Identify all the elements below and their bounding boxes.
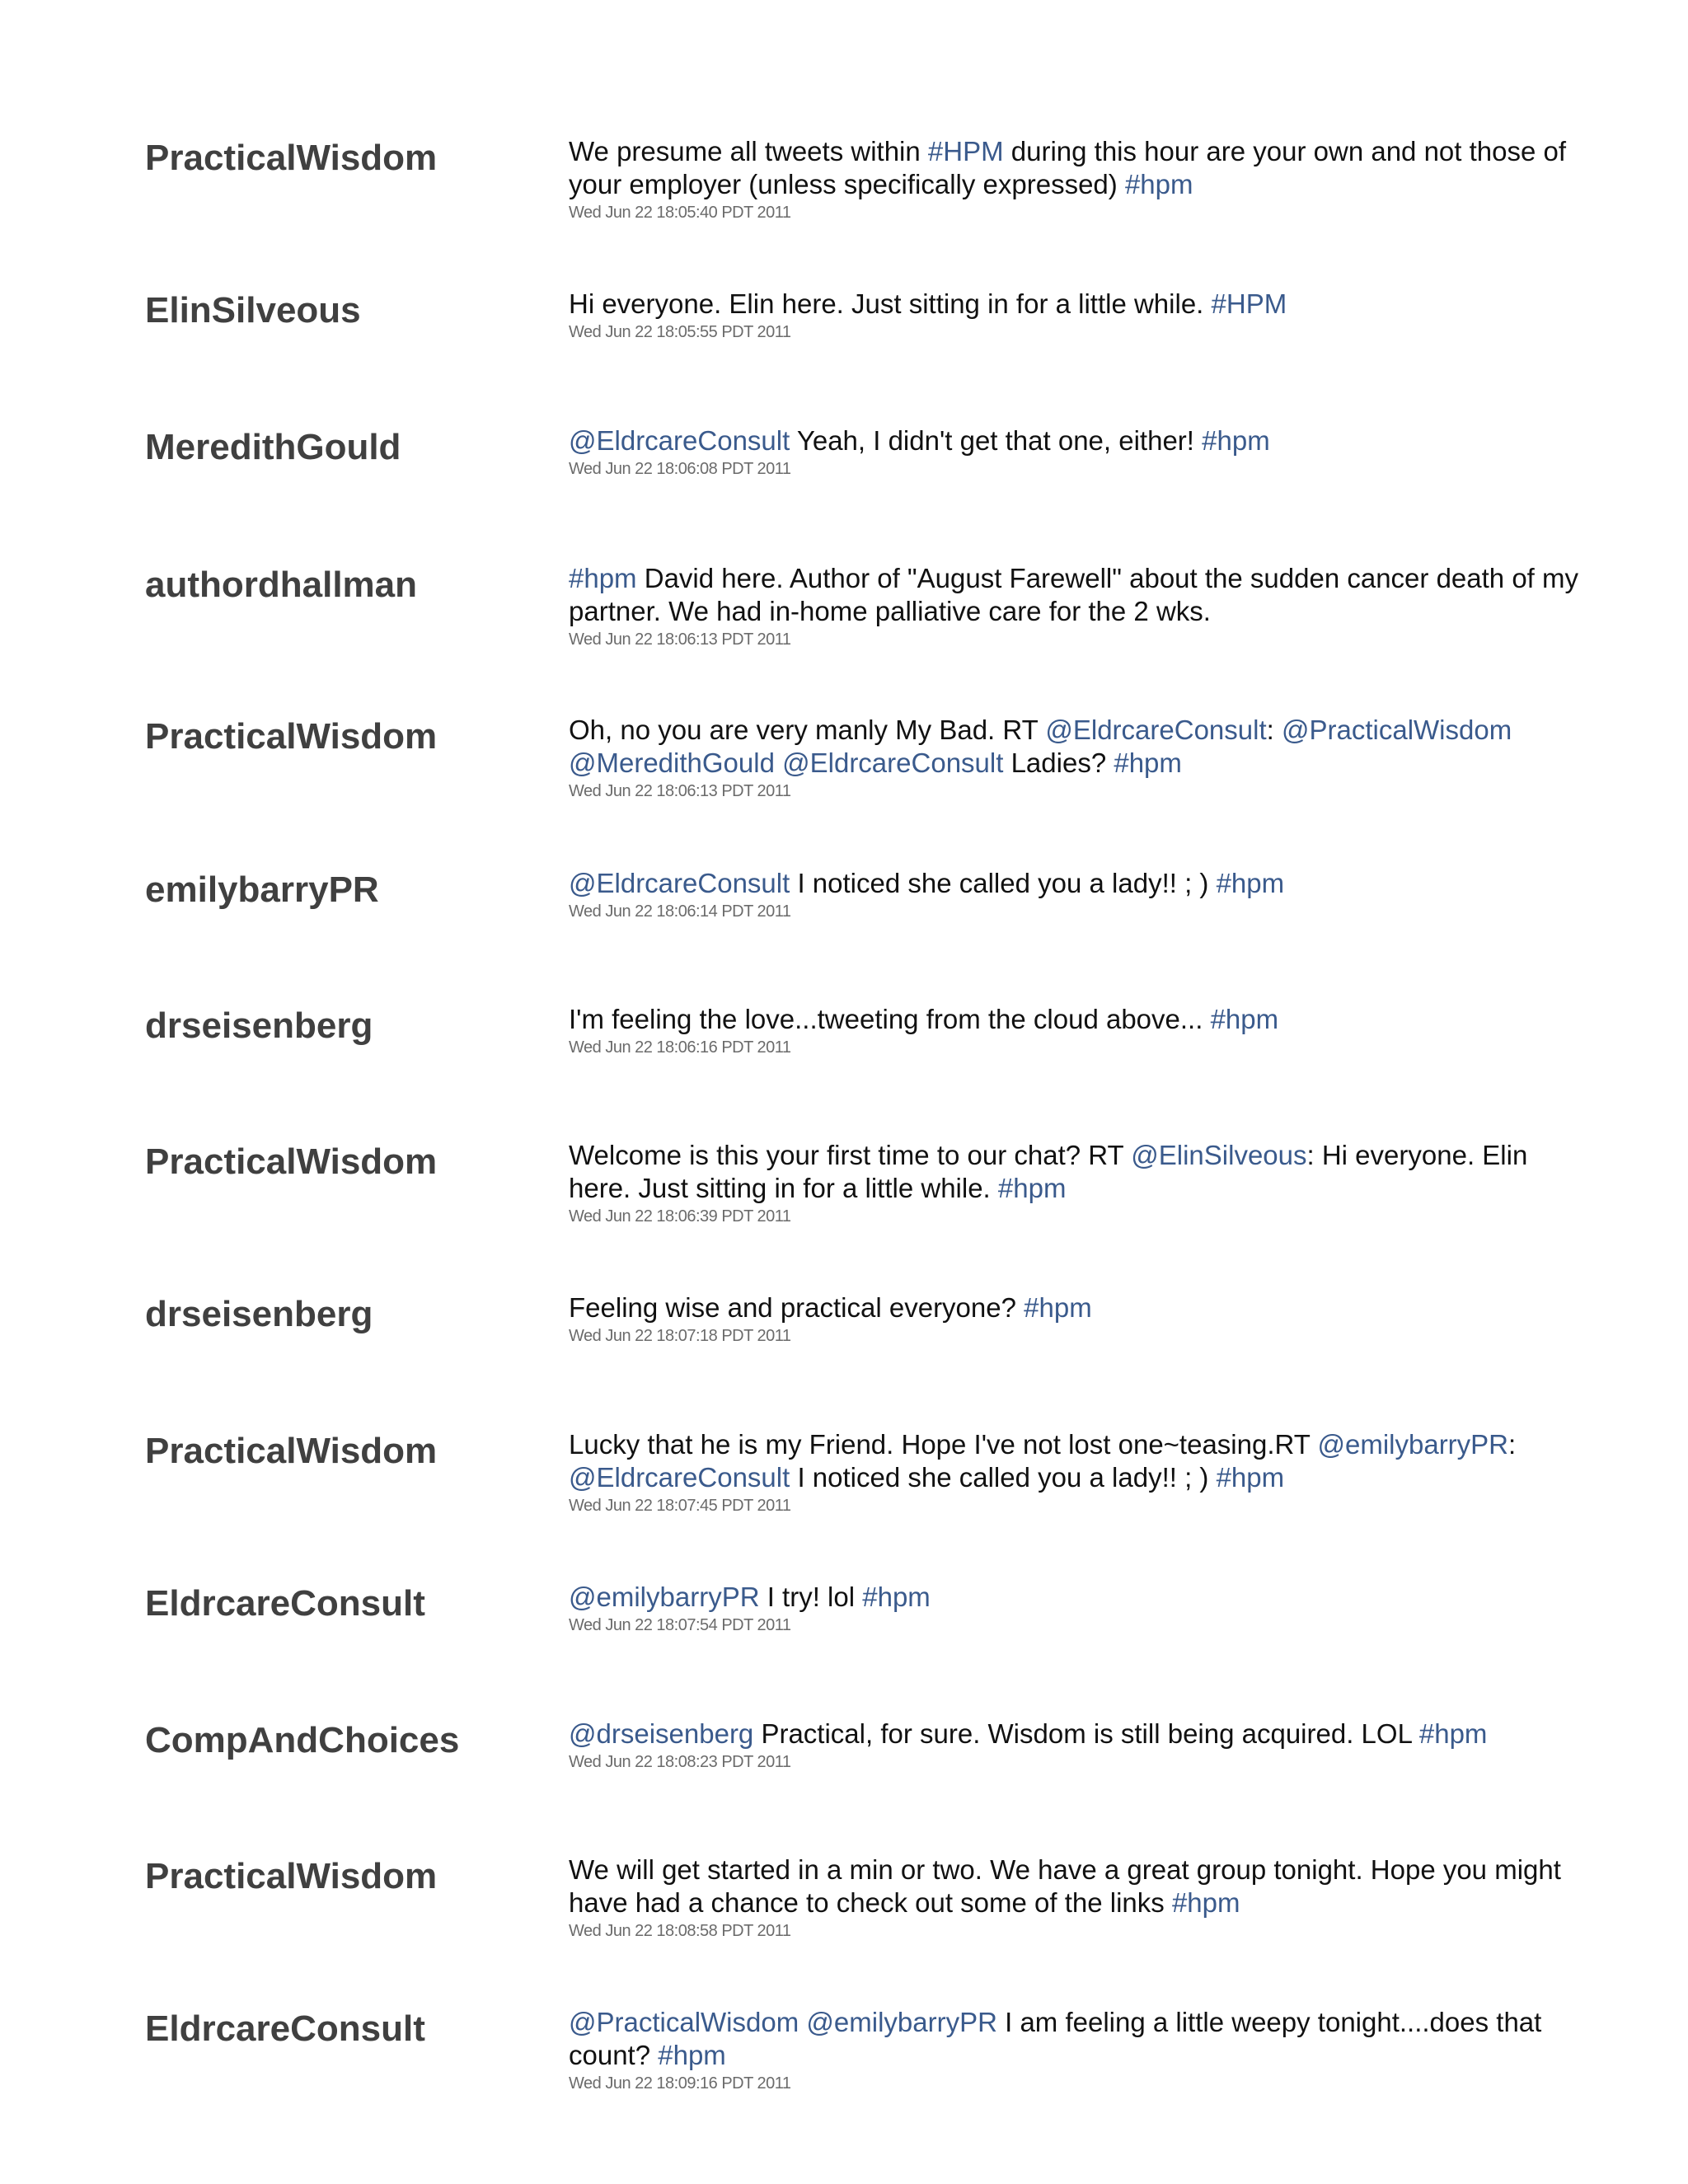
mention-link[interactable]: @MeredithGould bbox=[569, 748, 775, 778]
tweet-text-segment: We presume all tweets within bbox=[569, 136, 928, 166]
tweet-body bbox=[569, 1718, 1582, 1772]
tweet-text-segment: We will get started in a min or two. We have a great group tonight. Hope you might have had a chance to check out some of the links bbox=[569, 1854, 1561, 1918]
tweet-username[interactable]: PracticalWisdom bbox=[145, 1141, 438, 1182]
tweet-username[interactable]: emilybarryPR bbox=[145, 869, 379, 910]
tweet-timestamp: Wed Jun 22 18:07:45 PDT 2011 bbox=[569, 1497, 791, 1515]
tweet-timestamp: Wed Jun 22 18:06:16 PDT 2011 bbox=[569, 1038, 791, 1057]
tweet-username[interactable]: EldrcareConsult bbox=[145, 1583, 425, 1624]
tweet-body bbox=[569, 714, 1582, 801]
tweet-text-segment: : Hi everyone. Elin here. Just sitting in for a little while. bbox=[569, 1140, 1528, 1203]
tweet-username[interactable]: drseisenberg bbox=[145, 1005, 373, 1046]
hashtag-link[interactable]: #hpm bbox=[997, 1173, 1067, 1203]
tweet-text-segment: Lucky that he is my Friend. Hope I've not lost one~teasing.RT bbox=[569, 1429, 1318, 1460]
tweet-text-segment: I am feeling a little weepy tonight....does that count? bbox=[569, 2007, 1542, 2070]
tweet-text bbox=[569, 1291, 1582, 1324]
tweet-text bbox=[569, 1428, 1582, 1494]
tweet-body bbox=[569, 424, 1582, 479]
hashtag-link[interactable]: #hpm bbox=[1114, 748, 1182, 778]
mention-link[interactable]: @EldrcareConsult bbox=[1045, 715, 1267, 745]
tweet-body bbox=[569, 867, 1582, 921]
tweet-text-segment: I'm feeling the love...tweeting from the cloud above... bbox=[569, 1004, 1211, 1034]
hashtag-link[interactable]: #hpm bbox=[1216, 868, 1285, 898]
mention-link[interactable]: @EldrcareConsult bbox=[569, 425, 790, 456]
tweet-username[interactable]: PracticalWisdom bbox=[145, 716, 438, 757]
tweet-body bbox=[569, 288, 1582, 342]
tweet-username[interactable]: CompAndChoices bbox=[145, 1720, 460, 1760]
tweet-text-segment: Welcome is this your first time to our chat? RT bbox=[569, 1140, 1132, 1170]
tweet-body bbox=[569, 562, 1582, 649]
tweet-text bbox=[569, 2006, 1582, 2072]
hashtag-link[interactable]: #HPM bbox=[927, 136, 1004, 166]
tweet-text bbox=[569, 714, 1582, 780]
mention-link[interactable]: @PracticalWisdom bbox=[569, 2007, 799, 2037]
tweet-username[interactable]: EldrcareConsult bbox=[145, 2008, 425, 2049]
hashtag-link[interactable]: #hpm bbox=[862, 1582, 931, 1612]
tweet-text-segment bbox=[799, 2007, 806, 2037]
tweet-text bbox=[569, 288, 1582, 321]
tweet-text-segment: during this hour are your own and not those of your employer (unless specifically expressed) bbox=[569, 136, 1567, 199]
tweet-username[interactable]: PracticalWisdom bbox=[145, 1856, 438, 1896]
mention-link[interactable]: @ElinSilveous bbox=[1131, 1140, 1307, 1170]
tweet-timestamp: Wed Jun 22 18:07:54 PDT 2011 bbox=[569, 1616, 791, 1634]
tweet-username[interactable]: PracticalWisdom bbox=[145, 138, 438, 178]
tweet-text-segment: I try! lol bbox=[759, 1582, 863, 1612]
hashtag-link[interactable]: #hpm bbox=[1418, 1718, 1488, 1749]
mention-link[interactable]: @emilybarryPR bbox=[569, 1582, 760, 1612]
mention-link[interactable]: @EldrcareConsult bbox=[782, 748, 1004, 778]
mention-link[interactable]: @EldrcareConsult bbox=[569, 868, 790, 898]
tweet-timestamp: Wed Jun 22 18:09:16 PDT 2011 bbox=[569, 2074, 791, 2093]
tweet-timestamp: Wed Jun 22 18:06:39 PDT 2011 bbox=[569, 1207, 791, 1226]
tweet-text-segment: : bbox=[1266, 715, 1282, 745]
mention-link[interactable]: @emilybarryPR bbox=[806, 2007, 997, 2037]
tweet-timestamp: Wed Jun 22 18:08:23 PDT 2011 bbox=[569, 1753, 791, 1771]
tweet-text bbox=[569, 1581, 1582, 1614]
tweet-text bbox=[569, 424, 1582, 457]
tweet-text bbox=[569, 1139, 1582, 1205]
tweet-text bbox=[569, 135, 1582, 201]
tweet-body bbox=[569, 1291, 1582, 1346]
tweet-text bbox=[569, 1854, 1582, 1919]
tweet-text-segment: Ladies? bbox=[1003, 748, 1114, 778]
hashtag-link[interactable]: #hpm bbox=[658, 2040, 726, 2070]
tweet-body bbox=[569, 1003, 1582, 1057]
tweet-body bbox=[569, 1581, 1582, 1635]
tweet-body bbox=[569, 2006, 1582, 2093]
mention-link[interactable]: @drseisenberg bbox=[569, 1718, 754, 1749]
mention-link[interactable]: @PracticalWisdom bbox=[1281, 715, 1512, 745]
tweet-timestamp: Wed Jun 22 18:06:13 PDT 2011 bbox=[569, 630, 791, 649]
tweet-text-segment: : bbox=[1508, 1429, 1517, 1460]
tweet-text-segment: Practical, for sure. Wisdom is still being acquired. LOL bbox=[753, 1718, 1419, 1749]
tweet-text-segment: Hi everyone. Elin here. Just sitting in for a little while. bbox=[569, 288, 1212, 319]
hashtag-link[interactable]: #hpm bbox=[1171, 1887, 1240, 1918]
hashtag-link[interactable]: #hpm bbox=[1024, 1292, 1092, 1323]
tweet-timestamp: Wed Jun 22 18:07:18 PDT 2011 bbox=[569, 1327, 791, 1345]
hashtag-link[interactable]: #hpm bbox=[1202, 425, 1270, 456]
tweet-text-segment: I noticed she called you a lady!! ; ) bbox=[790, 1462, 1217, 1493]
tweet-username[interactable]: ElinSilveous bbox=[145, 290, 361, 330]
tweet-text-segment: I noticed she called you a lady!! ; ) bbox=[790, 868, 1217, 898]
tweet-text bbox=[569, 562, 1582, 628]
tweet-username[interactable]: PracticalWisdom bbox=[145, 1431, 438, 1471]
tweet-timestamp: Wed Jun 22 18:05:55 PDT 2011 bbox=[569, 323, 791, 341]
mention-link[interactable]: @EldrcareConsult bbox=[569, 1462, 790, 1493]
tweet-text-segment: David here. Author of "August Farewell" about the sudden cancer death of my partner. We had in-home palliative care for the 2 wks. bbox=[569, 563, 1578, 626]
tweet-text-segment: Feeling wise and practical everyone? bbox=[569, 1292, 1025, 1323]
tweet-body bbox=[569, 135, 1582, 223]
tweet-timestamp: Wed Jun 22 18:06:13 PDT 2011 bbox=[569, 782, 791, 800]
tweet-text-segment: Yeah, I didn't get that one, either! bbox=[790, 425, 1203, 456]
tweet-timestamp: Wed Jun 22 18:05:40 PDT 2011 bbox=[569, 204, 791, 222]
hashtag-link[interactable]: #HPM bbox=[1211, 288, 1287, 319]
hashtag-link[interactable]: #hpm bbox=[1124, 169, 1193, 199]
tweet-text-segment: Oh, no you are very manly My Bad. RT bbox=[569, 715, 1046, 745]
hashtag-link[interactable]: #hpm bbox=[569, 563, 637, 593]
tweet-timestamp: Wed Jun 22 18:06:08 PDT 2011 bbox=[569, 460, 791, 478]
tweet-body bbox=[569, 1428, 1582, 1516]
tweet-text bbox=[569, 1003, 1582, 1036]
tweet-timestamp: Wed Jun 22 18:06:14 PDT 2011 bbox=[569, 902, 791, 921]
tweet-username[interactable]: MeredithGould bbox=[145, 427, 401, 467]
tweet-body bbox=[569, 1854, 1582, 1941]
hashtag-link[interactable]: #hpm bbox=[1216, 1462, 1285, 1493]
hashtag-link[interactable]: #hpm bbox=[1210, 1004, 1279, 1034]
tweet-text-segment bbox=[775, 748, 782, 778]
tweet-timestamp: Wed Jun 22 18:08:58 PDT 2011 bbox=[569, 1922, 791, 1940]
tweet-text bbox=[569, 1718, 1582, 1750]
tweet-body bbox=[569, 1139, 1582, 1226]
tweet-text bbox=[569, 867, 1582, 900]
mention-link[interactable]: @emilybarryPR bbox=[1317, 1429, 1509, 1460]
tweet-username[interactable]: drseisenberg bbox=[145, 1294, 373, 1334]
tweet-username[interactable]: authordhallman bbox=[145, 565, 418, 605]
